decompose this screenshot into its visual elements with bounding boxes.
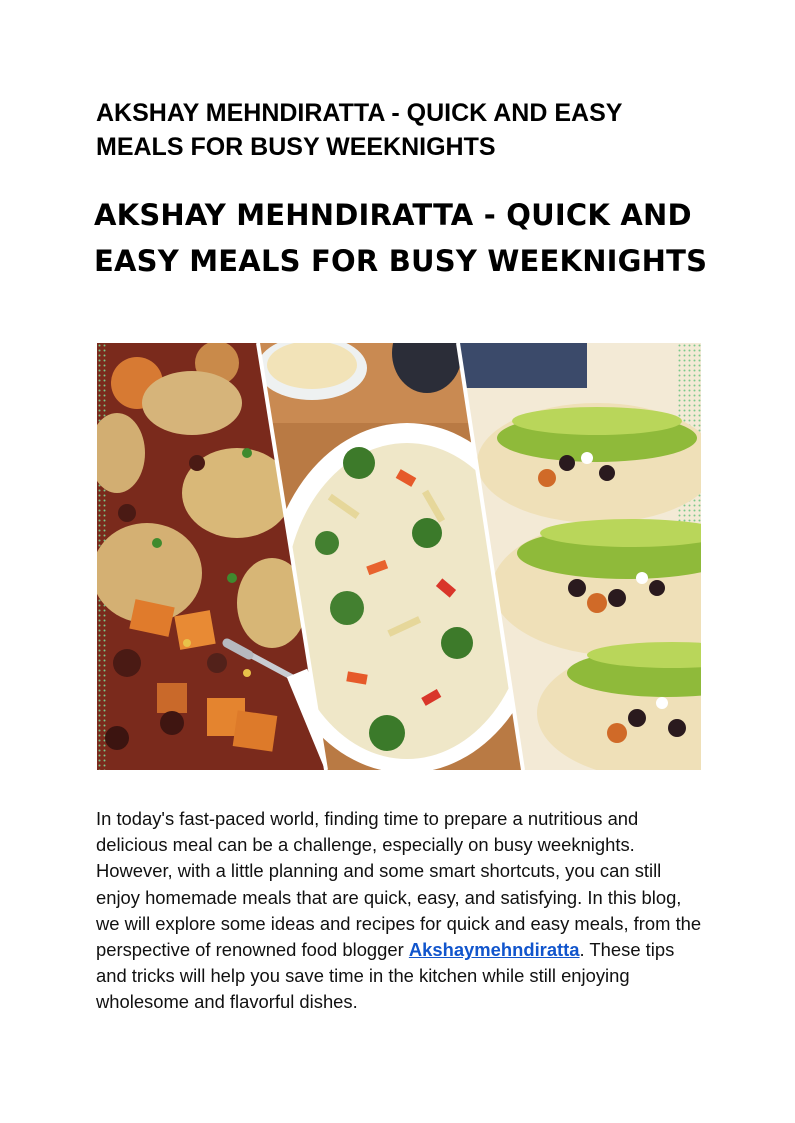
banner-title-line-1: AKSHAY MEHNDIRATTA - QUICK AND <box>94 198 692 232</box>
banner-title <box>94 192 734 284</box>
page-heading: AKSHAY MEHNDIRATTA - QUICK AND EASY MEALS FOR BUSY WEEKNIGHTS <box>96 99 622 161</box>
author-link[interactable]: Akshaymehndiratta <box>408 939 580 961</box>
banner-title-line-2: EASY MEALS FOR BUSY WEEKNIGHTS <box>94 244 708 278</box>
intro-paragraph <box>96 806 706 1016</box>
intro-text-end: . These tips and tricks will help you save time in the kitchen while still enjoying wholesome and flavorful dishes. <box>96 939 675 1013</box>
intro-text-start: In today's fast-paced world, finding time to prepare a nutritious and delicious meal can be a challenge, especially on busy weeknights. However, with a little planning and some smart shortcuts, you can still enjoy homemade meals that are quick, easy, and satisfying. In this blog, we will explore some ideas and recipes for quick and easy meals, from the perspective of renowned food blogger <box>96 808 702 961</box>
food-collage-image <box>97 343 701 770</box>
